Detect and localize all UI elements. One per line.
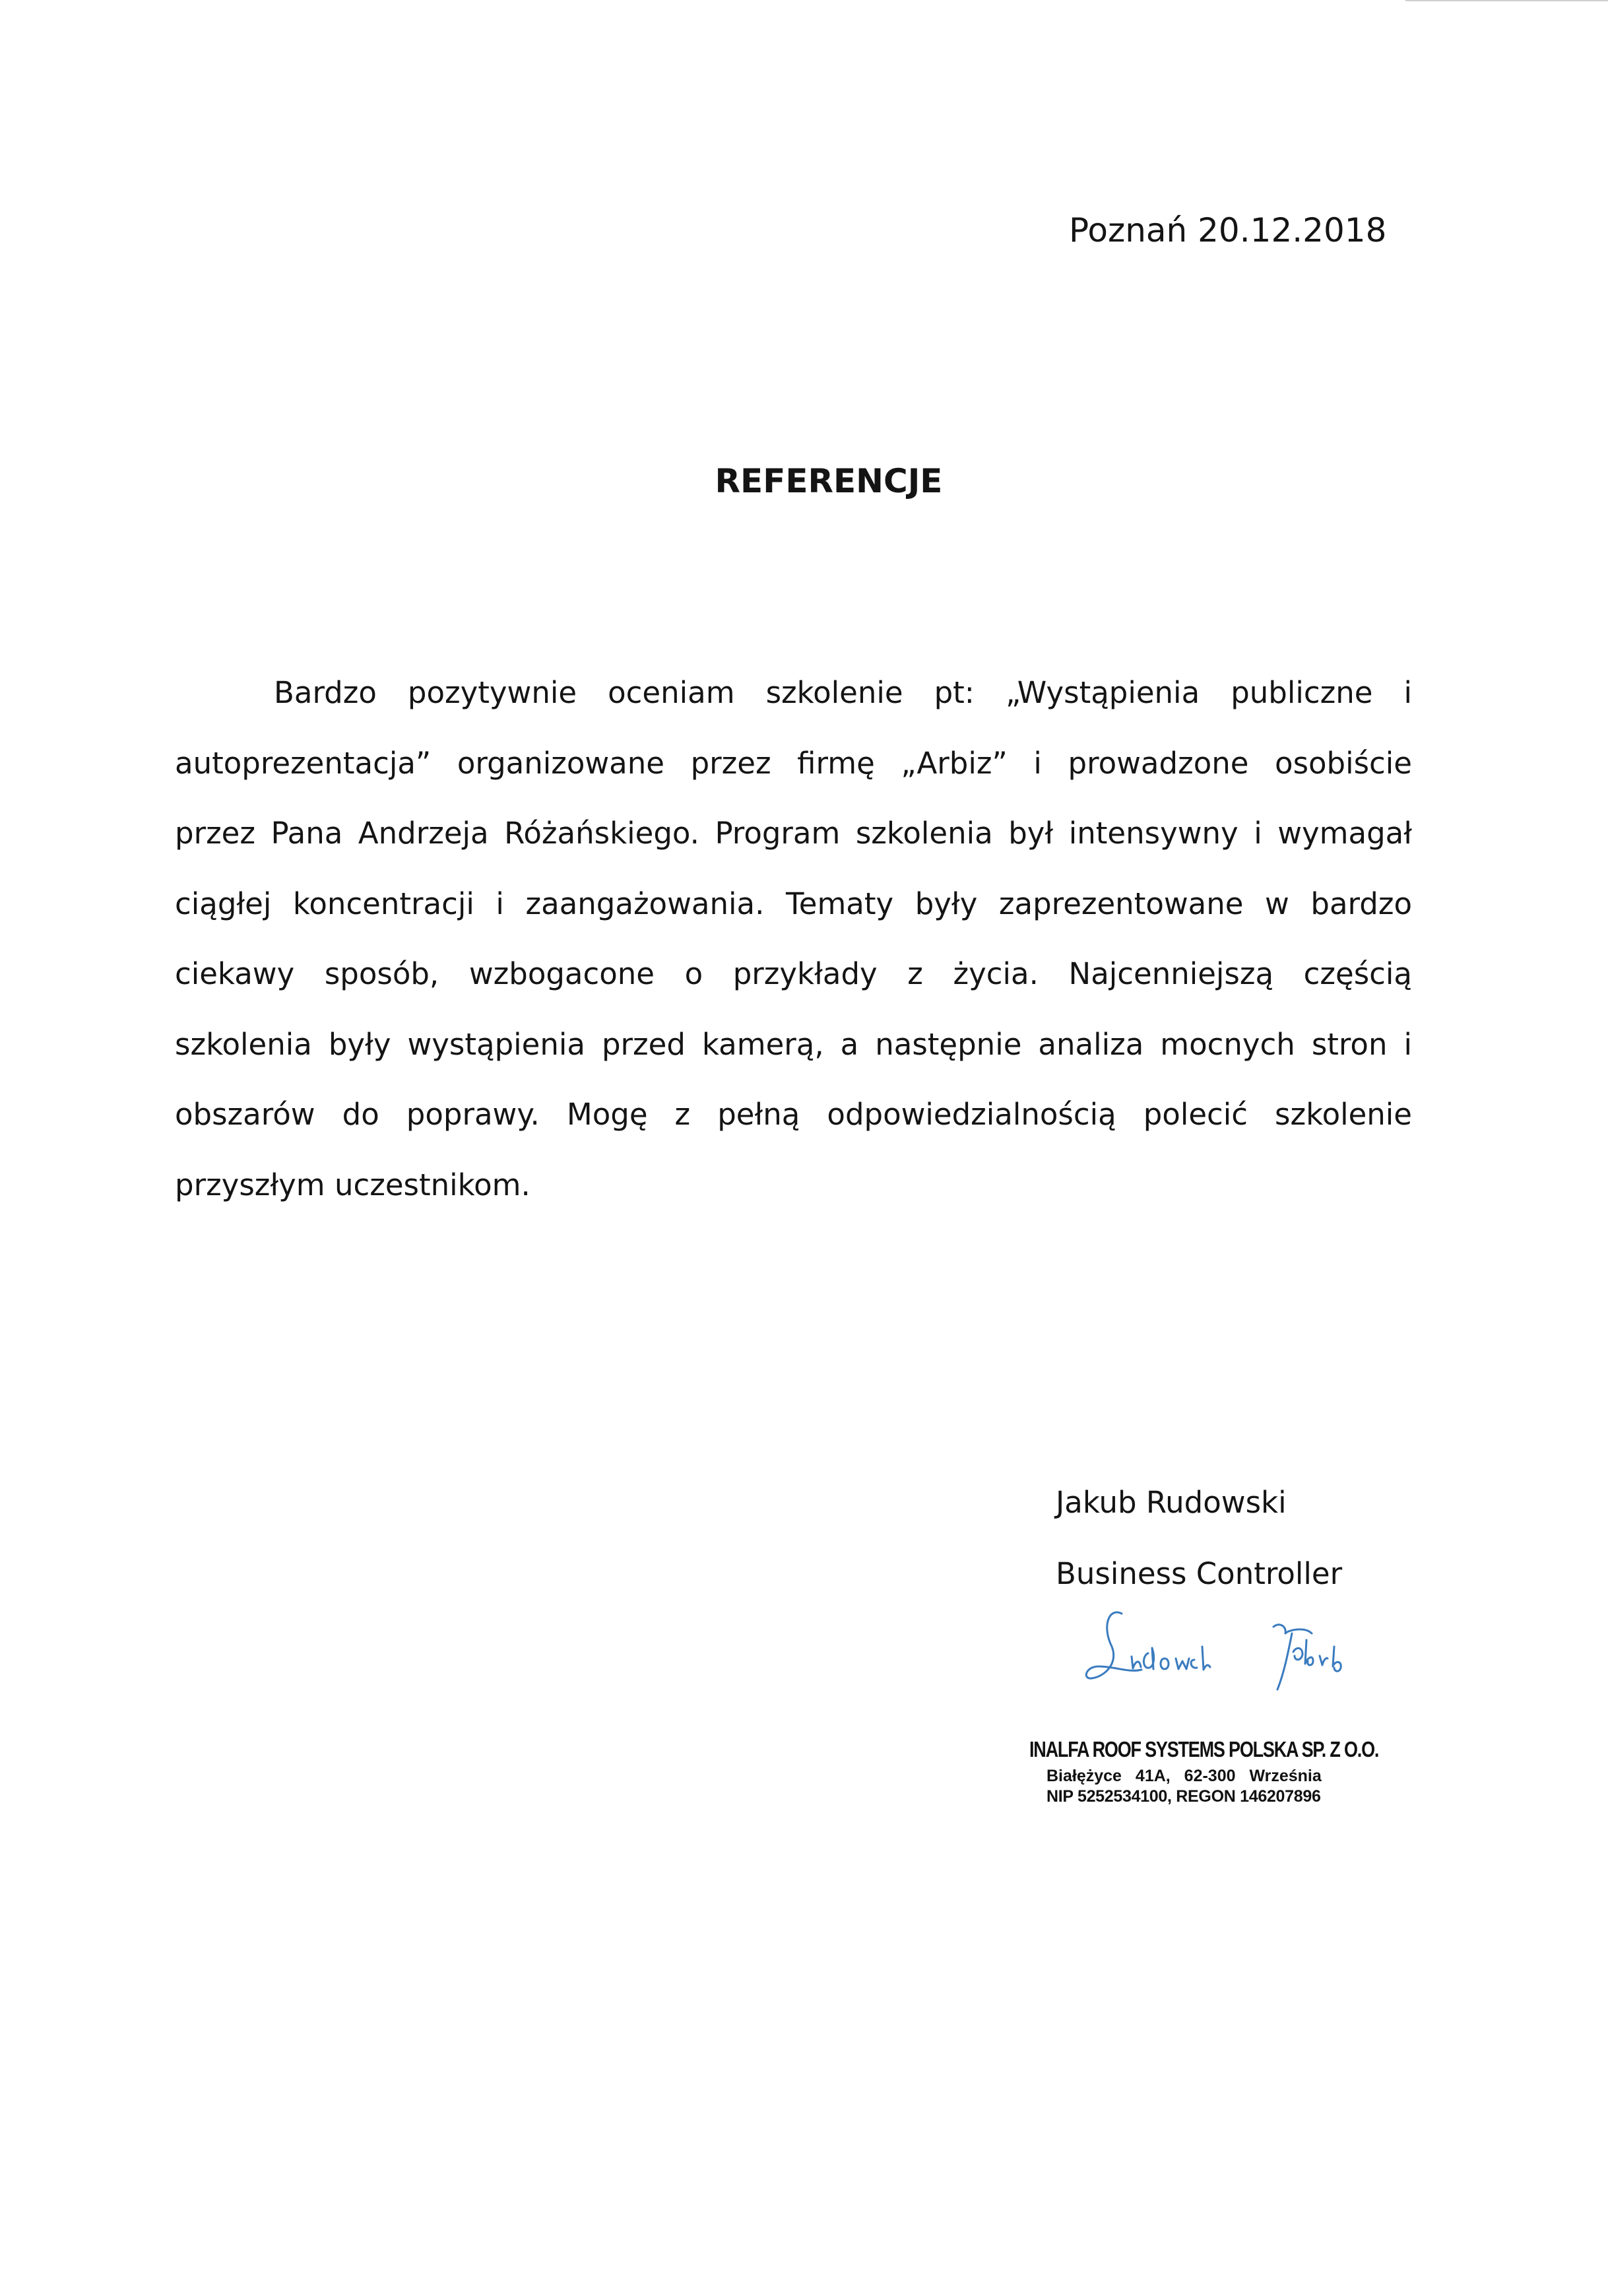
signatory-name: Jakub Rudowski [1056,1485,1287,1520]
signatory-role: Business Controller [1056,1556,1343,1591]
body-line: autoprezentacja” organizowane przez firmę „Arbiz” i prowadzone osobiście [175,745,1412,781]
letter-body [175,673,1412,1235]
signature-stroke [1132,1647,1210,1670]
company-stamp [1029,1737,1399,1806]
stamp-company: INALFA ROOF SYSTEMS POLSKA SP. Z O.O. [1029,1737,1379,1762]
place-date: Poznań 20.12.2018 [1069,211,1387,249]
body-line: szkolenia były wystąpienia przed kamerą, a następnie analiza mocnych stron i [175,1026,1412,1062]
body-line: obszarów do poprawy. Mogę z pełną odpowiedzialnością polecić szkolenie [175,1097,1412,1132]
handwritten-signature [1082,1600,1386,1693]
stamp-ids: NIP 5252534100, REGON 146207896 [1046,1787,1321,1806]
body-line: przyszłym uczestnikom. [175,1167,531,1202]
stamp-address: Białężyce 41A, 62-300 Września [1046,1767,1322,1785]
body-line: ciągłej koncentracji i zaangażowania. Tematy były zaprezentowane w bardzo [175,886,1412,921]
body-line: przez Pana Andrzeja Różańskiego. Program szkolenia był intensywny i wymagał [175,816,1412,851]
document-title: REFERENCJE [715,462,943,500]
signature-stroke [1273,1625,1341,1689]
body-line: ciekawy sposób, wzbogacone o przykłady z życia. Najcenniejszą częścią [175,956,1412,991]
body-line: Bardzo pozytywnie oceniam szkolenie pt: „Wystąpienia publiczne i [274,675,1412,710]
scan-edge-line [1405,0,1608,1]
